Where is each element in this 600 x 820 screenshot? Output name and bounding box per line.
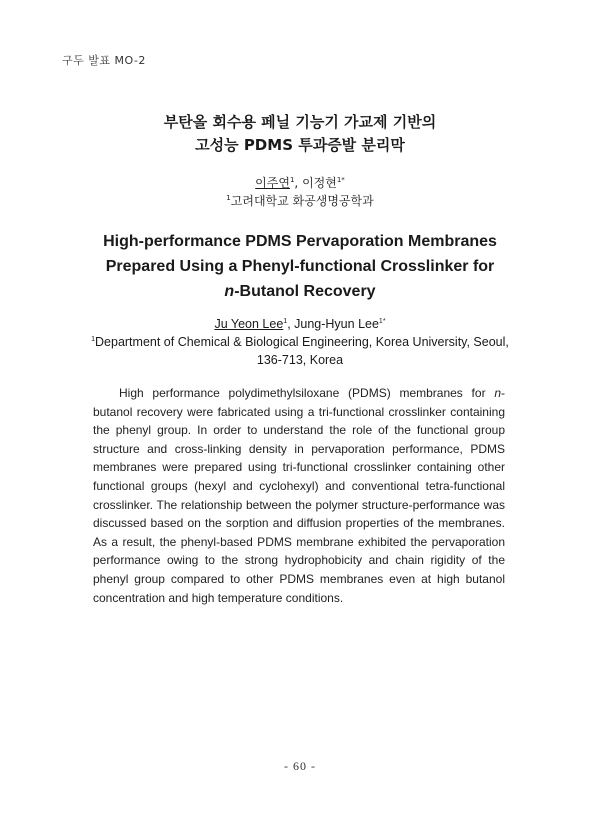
korean-author-presenter: 이주연 [255,176,290,190]
english-affil-text: Department of Chemical & Biological Engineering, Korea University, Seoul, 136-713, Korea [95,335,509,367]
korean-author1-sup: 1 [289,176,295,184]
korean-authors [0,175,600,192]
abstract-part-2: -butanol recovery were fabricated using a tri-functional crosslinker containing the phenyl group. In order to understand the role of the functional group structure and cross-linking density in pervaporation performance, PDMS membranes were prepared using tri-functional crosslinker containing other functional groups (hexyl and cyclohexyl) and conventional tetra-functional crosslinker. The relationship between the polymer structure-performance was discussed based on the sorption and diffusion properties of the membranes. As a result, the phenyl-based PDMS membrane exhibited the pervaporation performance owing to the strong hydrophobicity and chain rigidity of the phenyl group compared to other PDMS membranes even at high butanol concentration and high temperature conditions. [93,386,505,605]
english-title-line-3 [0,279,600,304]
korean-title-line-1: 부탄올 회수용 페닐 기능기 가교제 기반의 [163,113,437,131]
english-title-line-3-rest: -Butanol Recovery [234,283,376,300]
korean-affiliation [0,193,600,210]
english-title [0,229,600,304]
english-author1-sup: 1 [283,317,288,325]
english-title-italic-n: n [224,283,235,300]
korean-author-corresponding: 이정현 [302,176,337,190]
korean-affil-text: 고려대학교 화공생명공학과 [230,194,374,208]
page-number: - 60 - [284,759,316,773]
english-author2-sup: 1* [378,317,386,325]
korean-author-separator: , [294,176,303,190]
english-author-presenter: Ju Yeon Lee [214,317,284,331]
english-title-line-2: Prepared Using a Phenyl-functional Crosslinker for [105,258,495,275]
korean-title-line-2: 고성능 PDMS 투과증발 분리막 [195,136,405,154]
english-title-line-1: High-performance PDMS Pervaporation Membranes [103,233,497,250]
english-affiliation [90,333,510,369]
abstract-italic-n: n [494,386,501,400]
session-label: 구두 발표 MO-2 [62,54,146,67]
abstract-part-1: High performance polydimethylsiloxane (PDMS) membranes for [119,386,495,400]
abstract-body [93,384,505,607]
english-author-separator: , [287,317,295,331]
english-author-corresponding: Jung-Hyun Lee [294,317,379,331]
english-affil-sup: 1 [91,335,96,343]
korean-author2-sup: 1* [336,176,345,184]
english-authors [0,316,600,333]
korean-affil-sup: 1 [226,194,231,202]
korean-title [0,111,600,157]
